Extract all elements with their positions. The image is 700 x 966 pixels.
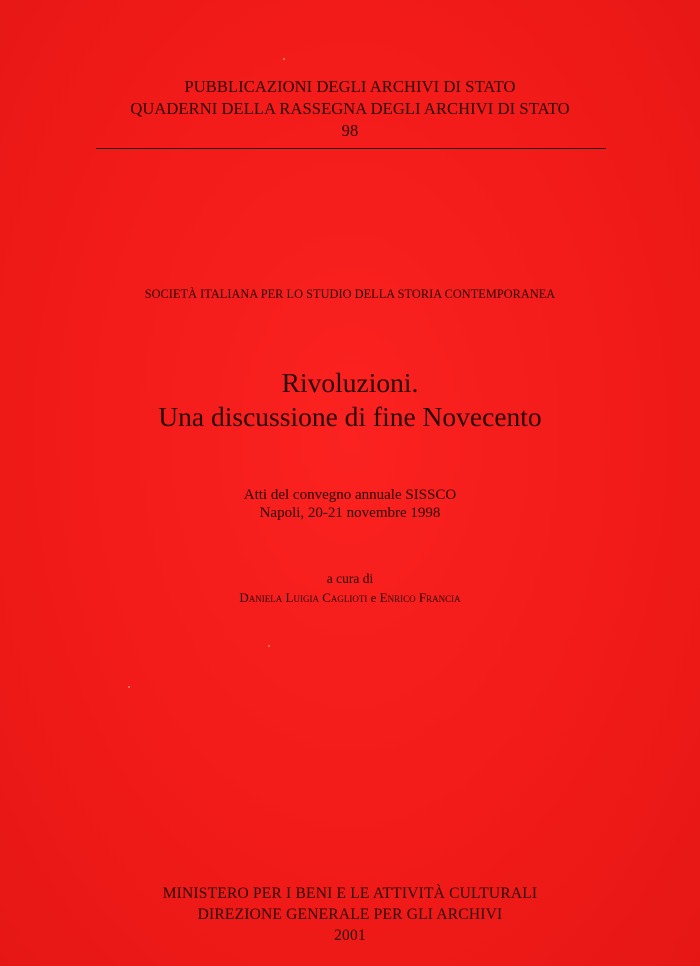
title-line-2: Una discussione di fine Novecento	[158, 401, 542, 432]
editor-1: Daniela Luigia Caglioti	[239, 590, 368, 605]
publisher-block	[0, 883, 700, 946]
proceedings-line-2: Napoli, 20-21 novembre 1998	[259, 505, 441, 521]
proceedings-info	[0, 486, 700, 522]
title-line-1: Rivoluzioni.	[281, 367, 419, 398]
proceedings-line-1: Atti del convegno annuale SISSCO	[243, 487, 457, 503]
header-divider	[96, 148, 606, 149]
print-speck	[268, 645, 270, 647]
series-heading	[0, 76, 700, 142]
publisher-ministry: MINISTERO PER I BENI E LE ATTIVITÀ CULTURALI	[162, 885, 538, 902]
series-subname: QUADERNI DELLA RASSEGNA DEGLI ARCHIVI DI STATO	[130, 99, 570, 118]
series-name: PUBBLICAZIONI DEGLI ARCHIVI DI STATO	[184, 77, 516, 96]
society-name: SOCIETÀ ITALIANA PER LO STUDIO DELLA STORIA CONTEMPORANEA	[144, 287, 556, 301]
publication-year: 2001	[334, 927, 366, 944]
series-number: 98	[341, 121, 359, 140]
print-speck	[283, 58, 285, 60]
book-title	[0, 366, 700, 434]
editors-names	[0, 590, 700, 606]
print-speck	[128, 686, 130, 688]
editor-2: Enrico Francia	[379, 590, 461, 605]
publisher-directorate: DIREZIONE GENERALE PER GLI ARCHIVI	[197, 906, 503, 923]
editors-label: a cura di	[326, 571, 374, 586]
editors-conjunction: e	[370, 590, 377, 605]
